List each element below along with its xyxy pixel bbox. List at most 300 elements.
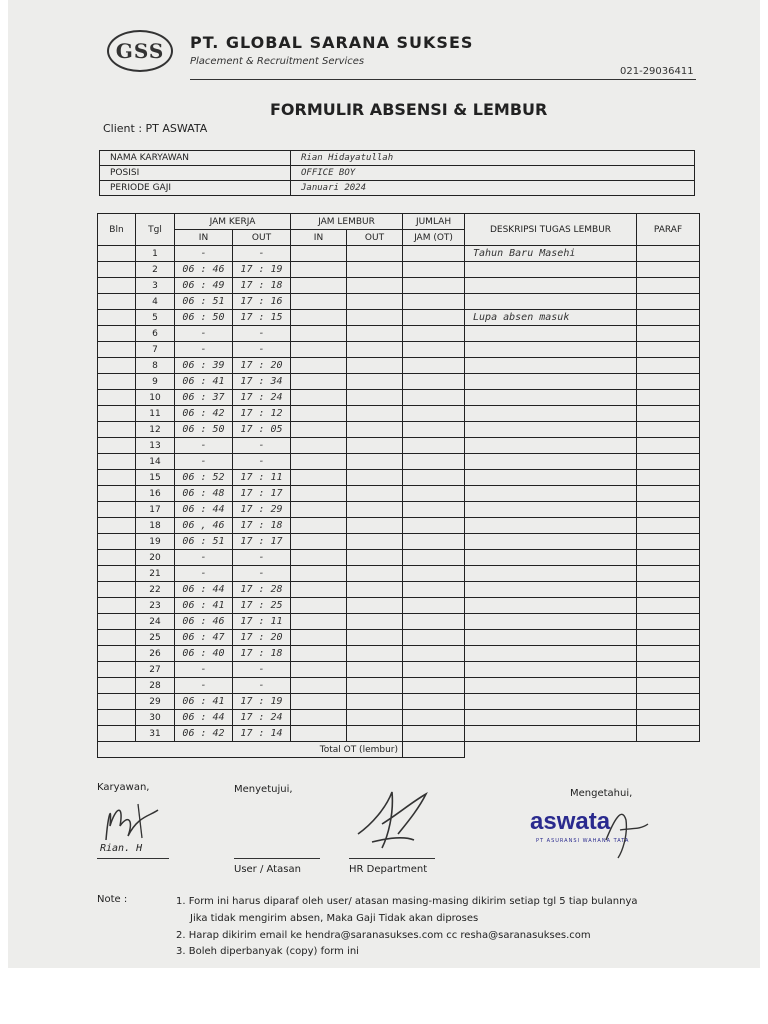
header-jumlah-jam: JAM (OT) (403, 230, 465, 246)
cell-tgl: 25 (136, 630, 175, 646)
cell-deskripsi (465, 614, 637, 630)
total-ot-value (403, 742, 465, 758)
cell-bln (98, 694, 136, 710)
cell-deskripsi (465, 454, 637, 470)
cell-paraf (637, 310, 700, 326)
cell-kerja-out: 17 : 25 (233, 598, 291, 614)
cell-lembur-out (347, 470, 403, 486)
cell-bln (98, 534, 136, 550)
cell-lembur-out (347, 534, 403, 550)
table-row (98, 550, 700, 566)
cell-paraf (637, 662, 700, 678)
karyawan-name: Rian. H (100, 843, 143, 854)
cell-jumlah-ot (403, 534, 465, 550)
cell-tgl: 31 (136, 726, 175, 742)
cell-lembur-out (347, 342, 403, 358)
cell-paraf (637, 438, 700, 454)
cell-deskripsi (465, 358, 637, 374)
cell-bln (98, 342, 136, 358)
cell-kerja-in: 06 : 41 (175, 694, 233, 710)
cell-bln (98, 646, 136, 662)
cell-jumlah-ot (403, 502, 465, 518)
cell-jumlah-ot (403, 614, 465, 630)
cell-kerja-out: - (233, 550, 291, 566)
mengetahui-signature (596, 800, 656, 860)
employee-name-row (100, 151, 695, 166)
cell-lembur-out (347, 310, 403, 326)
pay-period-row (100, 181, 695, 196)
table-row (98, 646, 700, 662)
cell-tgl: 17 (136, 502, 175, 518)
cell-lembur-in (291, 326, 347, 342)
cell-paraf (637, 262, 700, 278)
cell-lembur-in (291, 534, 347, 550)
client-label: Client : PT ASWATA (103, 122, 208, 135)
cell-deskripsi (465, 598, 637, 614)
header-lembur-out: OUT (347, 230, 403, 246)
total-spacer-2 (637, 742, 700, 758)
cell-bln (98, 454, 136, 470)
cell-lembur-out (347, 598, 403, 614)
cell-paraf (637, 422, 700, 438)
cell-bln (98, 582, 136, 598)
table-row (98, 534, 700, 550)
cell-tgl: 19 (136, 534, 175, 550)
cell-bln (98, 518, 136, 534)
user-atasan-label: User / Atasan (234, 864, 301, 875)
cell-kerja-out: 17 : 19 (233, 694, 291, 710)
cell-lembur-out (347, 262, 403, 278)
pay-period-value: Januari 2024 (291, 181, 695, 196)
table-row (98, 694, 700, 710)
cell-deskripsi: Tahun Baru Masehi (465, 246, 637, 262)
cell-bln (98, 566, 136, 582)
cell-deskripsi (465, 630, 637, 646)
cell-kerja-in: 06 : 44 (175, 502, 233, 518)
table-row (98, 454, 700, 470)
cell-lembur-in (291, 662, 347, 678)
hr-sign-line (349, 858, 435, 859)
table-row (98, 310, 700, 326)
cell-lembur-out (347, 390, 403, 406)
cell-paraf (637, 486, 700, 502)
cell-kerja-out: - (233, 454, 291, 470)
cell-kerja-in: 06 : 47 (175, 630, 233, 646)
cell-lembur-out (347, 726, 403, 742)
cell-kerja-out: 17 : 19 (233, 262, 291, 278)
cell-lembur-out (347, 422, 403, 438)
cell-deskripsi (465, 406, 637, 422)
cell-jumlah-ot (403, 630, 465, 646)
cell-tgl: 2 (136, 262, 175, 278)
cell-lembur-out (347, 550, 403, 566)
cell-tgl: 23 (136, 598, 175, 614)
table-row (98, 582, 700, 598)
cell-kerja-out: 17 : 20 (233, 358, 291, 374)
cell-kerja-out: - (233, 246, 291, 262)
table-row (98, 390, 700, 406)
cell-tgl: 26 (136, 646, 175, 662)
cell-deskripsi (465, 502, 637, 518)
cell-jumlah-ot (403, 598, 465, 614)
cell-lembur-in (291, 278, 347, 294)
cell-deskripsi (465, 694, 637, 710)
table-row (98, 518, 700, 534)
table-row (98, 326, 700, 342)
employee-name-label: NAMA KARYAWAN (100, 151, 291, 166)
cell-lembur-in (291, 630, 347, 646)
cell-kerja-in: - (175, 550, 233, 566)
cell-paraf (637, 342, 700, 358)
cell-deskripsi (465, 566, 637, 582)
cell-bln (98, 310, 136, 326)
cell-tgl: 5 (136, 310, 175, 326)
form-title: FORMULIR ABSENSI & LEMBUR (270, 100, 548, 119)
cell-lembur-in (291, 678, 347, 694)
table-row (98, 726, 700, 742)
cell-paraf (637, 726, 700, 742)
cell-tgl: 13 (136, 438, 175, 454)
cell-tgl: 24 (136, 614, 175, 630)
cell-lembur-in (291, 486, 347, 502)
cell-paraf (637, 630, 700, 646)
cell-lembur-in (291, 342, 347, 358)
cell-lembur-out (347, 694, 403, 710)
note-1b: Jika tidak mengirim absen, Maka Gaji Tidak akan diproses (190, 913, 479, 924)
cell-paraf (637, 278, 700, 294)
cell-kerja-out: - (233, 438, 291, 454)
cell-tgl: 15 (136, 470, 175, 486)
karyawan-sign-line (97, 858, 169, 859)
cell-kerja-in: - (175, 342, 233, 358)
cell-tgl: 30 (136, 710, 175, 726)
cell-bln (98, 470, 136, 486)
cell-paraf (637, 454, 700, 470)
cell-deskripsi (465, 534, 637, 550)
cell-kerja-out: 17 : 16 (233, 294, 291, 310)
cell-jumlah-ot (403, 422, 465, 438)
cell-tgl: 10 (136, 390, 175, 406)
cell-jumlah-ot (403, 374, 465, 390)
cell-jumlah-ot (403, 390, 465, 406)
cell-deskripsi (465, 438, 637, 454)
cell-deskripsi (465, 550, 637, 566)
cell-deskripsi (465, 486, 637, 502)
cell-kerja-out: 17 : 24 (233, 390, 291, 406)
cell-deskripsi (465, 710, 637, 726)
cell-deskripsi (465, 326, 637, 342)
cell-kerja-out: 17 : 18 (233, 278, 291, 294)
cell-bln (98, 630, 136, 646)
cell-paraf (637, 582, 700, 598)
cell-kerja-out: 17 : 15 (233, 310, 291, 326)
cell-bln (98, 614, 136, 630)
cell-paraf (637, 710, 700, 726)
table-row (98, 246, 700, 262)
cell-kerja-in: - (175, 438, 233, 454)
cell-jumlah-ot (403, 678, 465, 694)
cell-tgl: 11 (136, 406, 175, 422)
header-kerja-out: OUT (233, 230, 291, 246)
cell-kerja-out: 17 : 18 (233, 518, 291, 534)
cell-paraf (637, 646, 700, 662)
cell-lembur-out (347, 246, 403, 262)
cell-kerja-out: 17 : 18 (233, 646, 291, 662)
cell-bln (98, 374, 136, 390)
cell-bln (98, 358, 136, 374)
header-lembur-in: IN (291, 230, 347, 246)
cell-tgl: 7 (136, 342, 175, 358)
aswata-stamp-subtitle: PT ASURANSI WAHANA TATA (536, 838, 630, 844)
note-1: 1. Form ini harus diparaf oleh user/ atasan masing-masing dikirim setiap tgl 5 tiap bulannya (176, 896, 638, 907)
cell-bln (98, 502, 136, 518)
cell-bln (98, 710, 136, 726)
cell-bln (98, 598, 136, 614)
table-row (98, 598, 700, 614)
cell-lembur-in (291, 470, 347, 486)
cell-lembur-out (347, 614, 403, 630)
cell-deskripsi (465, 582, 637, 598)
cell-jumlah-ot (403, 710, 465, 726)
cell-jumlah-ot (403, 406, 465, 422)
cell-kerja-out: - (233, 566, 291, 582)
cell-lembur-in (291, 502, 347, 518)
cell-jumlah-ot (403, 566, 465, 582)
cell-deskripsi (465, 662, 637, 678)
cell-lembur-out (347, 374, 403, 390)
cell-lembur-out (347, 646, 403, 662)
cell-deskripsi: Lupa absen masuk (465, 310, 637, 326)
cell-kerja-in: 06 , 46 (175, 518, 233, 534)
cell-bln (98, 406, 136, 422)
company-logo: GSS (107, 30, 173, 72)
cell-tgl: 9 (136, 374, 175, 390)
attendance-body (98, 246, 700, 742)
cell-lembur-in (291, 294, 347, 310)
cell-bln (98, 550, 136, 566)
cell-tgl: 4 (136, 294, 175, 310)
table-row (98, 278, 700, 294)
cell-bln (98, 438, 136, 454)
cell-paraf (637, 294, 700, 310)
cell-lembur-in (291, 598, 347, 614)
employee-info-table (99, 150, 695, 196)
table-row (98, 262, 700, 278)
cell-kerja-in: 06 : 42 (175, 726, 233, 742)
total-spacer (465, 742, 637, 758)
cell-bln (98, 678, 136, 694)
cell-lembur-in (291, 310, 347, 326)
cell-tgl: 12 (136, 422, 175, 438)
cell-kerja-in: 06 : 40 (175, 646, 233, 662)
cell-lembur-out (347, 502, 403, 518)
cell-bln (98, 326, 136, 342)
cell-lembur-in (291, 454, 347, 470)
cell-kerja-in: 06 : 48 (175, 486, 233, 502)
cell-lembur-in (291, 614, 347, 630)
cell-deskripsi (465, 422, 637, 438)
header-jam-kerja: JAM KERJA (175, 214, 291, 230)
cell-jumlah-ot (403, 518, 465, 534)
cell-kerja-out: - (233, 326, 291, 342)
mengetahui-label: Mengetahui, (570, 788, 633, 799)
cell-paraf (637, 518, 700, 534)
cell-lembur-out (347, 518, 403, 534)
cell-tgl: 3 (136, 278, 175, 294)
cell-kerja-in: - (175, 662, 233, 678)
note-label: Note : (97, 894, 128, 905)
cell-lembur-in (291, 518, 347, 534)
cell-paraf (637, 678, 700, 694)
table-row (98, 358, 700, 374)
cell-kerja-in: - (175, 326, 233, 342)
cell-lembur-out (347, 710, 403, 726)
pay-period-label: PERIODE GAJI (100, 181, 291, 196)
cell-lembur-in (291, 422, 347, 438)
cell-kerja-in: 06 : 46 (175, 262, 233, 278)
cell-bln (98, 422, 136, 438)
table-row (98, 422, 700, 438)
cell-kerja-out: 17 : 11 (233, 614, 291, 630)
cell-paraf (637, 406, 700, 422)
cell-lembur-out (347, 630, 403, 646)
table-header-row (98, 214, 700, 230)
cell-tgl: 16 (136, 486, 175, 502)
cell-kerja-in: 06 : 41 (175, 598, 233, 614)
cell-lembur-out (347, 678, 403, 694)
cell-jumlah-ot (403, 310, 465, 326)
cell-lembur-in (291, 246, 347, 262)
table-row (98, 374, 700, 390)
cell-paraf (637, 502, 700, 518)
cell-lembur-out (347, 358, 403, 374)
cell-bln (98, 246, 136, 262)
aswata-stamp-logo: aswata (530, 808, 611, 835)
cell-paraf (637, 534, 700, 550)
cell-kerja-out: 17 : 24 (233, 710, 291, 726)
cell-lembur-in (291, 390, 347, 406)
cell-lembur-in (291, 374, 347, 390)
cell-kerja-out: - (233, 678, 291, 694)
cell-paraf (637, 358, 700, 374)
cell-lembur-out (347, 438, 403, 454)
cell-tgl: 14 (136, 454, 175, 470)
cell-kerja-in: 06 : 37 (175, 390, 233, 406)
cell-tgl: 29 (136, 694, 175, 710)
table-row (98, 662, 700, 678)
cell-bln (98, 726, 136, 742)
cell-paraf (637, 694, 700, 710)
table-row (98, 630, 700, 646)
total-ot-label: Total OT (lembur) (98, 742, 403, 758)
cell-jumlah-ot (403, 582, 465, 598)
header-divider (190, 79, 696, 80)
cell-paraf (637, 470, 700, 486)
table-row (98, 470, 700, 486)
table-row (98, 342, 700, 358)
employee-position-value: OFFICE BOY (291, 166, 695, 181)
cell-lembur-out (347, 406, 403, 422)
cell-kerja-in: 06 : 39 (175, 358, 233, 374)
table-row (98, 486, 700, 502)
cell-tgl: 20 (136, 550, 175, 566)
cell-jumlah-ot (403, 470, 465, 486)
cell-jumlah-ot (403, 262, 465, 278)
header-deskripsi: DESKRIPSI TUGAS LEMBUR (465, 214, 637, 246)
cell-kerja-in: 06 : 41 (175, 374, 233, 390)
hr-signature (352, 784, 442, 856)
cell-tgl: 28 (136, 678, 175, 694)
cell-paraf (637, 390, 700, 406)
cell-tgl: 6 (136, 326, 175, 342)
user-sign-line (234, 858, 320, 859)
cell-jumlah-ot (403, 326, 465, 342)
cell-lembur-out (347, 582, 403, 598)
cell-kerja-in: 06 : 46 (175, 614, 233, 630)
cell-kerja-out: - (233, 342, 291, 358)
cell-kerja-in: 06 : 49 (175, 278, 233, 294)
cell-kerja-in: 06 : 51 (175, 294, 233, 310)
cell-tgl: 8 (136, 358, 175, 374)
cell-bln (98, 486, 136, 502)
total-row (98, 742, 700, 758)
cell-bln (98, 662, 136, 678)
cell-bln (98, 294, 136, 310)
header-tgl: Tgl (136, 214, 175, 246)
cell-jumlah-ot (403, 550, 465, 566)
cell-lembur-in (291, 262, 347, 278)
cell-kerja-out: 17 : 28 (233, 582, 291, 598)
table-row (98, 438, 700, 454)
cell-jumlah-ot (403, 646, 465, 662)
cell-paraf (637, 614, 700, 630)
cell-lembur-in (291, 726, 347, 742)
cell-lembur-in (291, 582, 347, 598)
cell-kerja-out: 17 : 12 (233, 406, 291, 422)
table-row (98, 678, 700, 694)
header-bln: Bln (98, 214, 136, 246)
cell-lembur-out (347, 662, 403, 678)
table-row (98, 406, 700, 422)
cell-kerja-in: 06 : 44 (175, 582, 233, 598)
cell-lembur-out (347, 326, 403, 342)
cell-kerja-in: 06 : 50 (175, 422, 233, 438)
cell-jumlah-ot (403, 662, 465, 678)
cell-bln (98, 262, 136, 278)
cell-kerja-out: 17 : 34 (233, 374, 291, 390)
employee-position-label: POSISI (100, 166, 291, 181)
cell-tgl: 22 (136, 582, 175, 598)
table-row (98, 710, 700, 726)
cell-deskripsi (465, 678, 637, 694)
cell-kerja-out: 17 : 20 (233, 630, 291, 646)
cell-kerja-out: - (233, 662, 291, 678)
cell-deskripsi (465, 390, 637, 406)
cell-kerja-in: - (175, 246, 233, 262)
cell-kerja-in: - (175, 566, 233, 582)
cell-jumlah-ot (403, 342, 465, 358)
cell-lembur-out (347, 454, 403, 470)
table-row (98, 294, 700, 310)
cell-deskripsi (465, 294, 637, 310)
cell-lembur-out (347, 566, 403, 582)
cell-lembur-in (291, 550, 347, 566)
cell-lembur-in (291, 358, 347, 374)
cell-paraf (637, 550, 700, 566)
cell-kerja-in: 06 : 44 (175, 710, 233, 726)
cell-deskripsi (465, 278, 637, 294)
cell-jumlah-ot (403, 278, 465, 294)
